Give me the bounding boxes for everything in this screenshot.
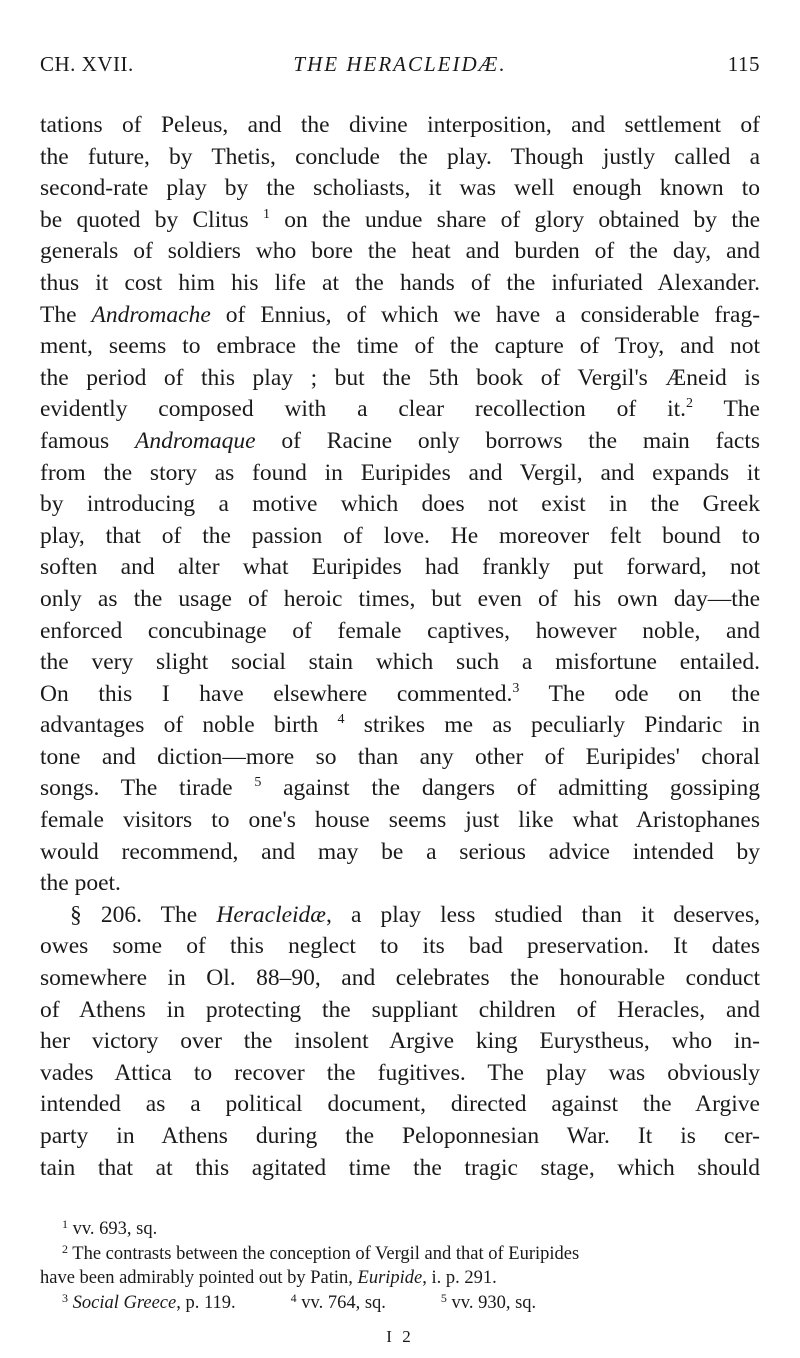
text-line: advantages of noble birth $^4$ strikes me as peculiarly Pindaric in (40, 712, 761, 739)
text-line: would recommend, and may be a serious advice intended by (40, 838, 760, 865)
work-title: Andromaque (135, 427, 256, 454)
text-line: ment, seems to embrace the time of the capture of Troy, and not (40, 333, 760, 360)
text-line: tone and diction—more so than any other of Euripides' choral (40, 743, 760, 770)
text-line: On this I have elsewhere commented.$^3$ The ode on the (40, 680, 760, 707)
text-line: thus it cost him his life at the hands of the infuriated Alexander. (40, 269, 760, 296)
running-title: THE HERACLEIDÆ. (293, 52, 507, 76)
signature-mark: I 2 (386, 1327, 414, 1346)
text-line: the future, by Thetis, conclude the play. Though justly called a (40, 143, 760, 170)
text-line: vades Attica to recover the fugitives. The play was obviously (40, 1059, 760, 1086)
footnote-4: $^4$ vv. 764, sq. (290, 1290, 386, 1313)
text-line: famous Andromaque of Racine only borrows the main facts (40, 427, 760, 454)
body-text (40, 110, 760, 1184)
text-line: of Athens in protecting the suppliant children of Heracles, and (40, 996, 760, 1023)
footnote-3-5 (40, 1291, 760, 1316)
footnote-5: $^5$ vv. 930, sq. (440, 1290, 537, 1313)
footnote-2: $^2$ The contrasts between the conception of Vergil and that of Euripides (62, 1241, 580, 1264)
footnote-ref: 2 (686, 396, 694, 412)
text-line: songs. The tirade $^5$ against the dangers of admitting gossiping (40, 775, 760, 802)
chapter-label: CH. XVII. (40, 52, 134, 76)
text-line: by introducing a motive which does not exist in the Greek (40, 491, 760, 518)
text-line: her victory over the insolent Argive king Eurystheus, who in- (40, 1028, 760, 1055)
text-line: the very slight social stain which such a misfortune entailed. (40, 649, 760, 676)
text-line: only as the usage of heroic times, but even of his own day—the (40, 585, 760, 612)
section-start-line: § 206. The Heracleidæ, a play less studied than it deserves, (70, 901, 760, 928)
text-line: party in Athens during the Peloponnesian War. It is cer- (40, 1123, 760, 1149)
footnote-1: $^1$ vv. 693, sq. (62, 1217, 158, 1239)
work-title: Andromache (91, 301, 211, 328)
text-line: generals of soldiers who bore the heat and burden of the day, and (40, 238, 760, 265)
text-line: intended as a political document, directed against the Argive (40, 1091, 760, 1118)
text-line: second-rate play by the scholiasts, it was well enough known to (40, 175, 760, 202)
text-line: owes some of this neglect to its bad preservation. It dates (40, 933, 760, 960)
text-line: female visitors to one's house seems just like what Aristophanes (40, 807, 760, 834)
text-line: play, that of the passion of love. He moreover felt bound to (40, 522, 760, 549)
text-line: enforced concubinage of female captives, however noble, and (40, 617, 760, 644)
footnote-ref: 4 (337, 712, 345, 728)
text-line: from the story as found in Euripides and Vergil, and expands it (40, 459, 760, 486)
text-line: tain that at this agitated time the tragic stage, which should (40, 1154, 760, 1181)
page-number: 115 (727, 52, 760, 76)
footnote-ref: 5 (254, 775, 262, 791)
text-line: the period of this play ; but the 5th book of Vergil's Æneid is (40, 364, 760, 391)
work-title: Heracleidæ (216, 901, 326, 928)
footnote-3: $^3$ Social Greece, p. 119. (62, 1290, 236, 1313)
text-line: be quoted by Clitus $^1$ on the undue share of glory obtained by the (40, 206, 761, 233)
text-line: evidently composed with a clear recollection of it.$^2$ The (40, 396, 760, 423)
footnote-ref: 3 (512, 680, 520, 696)
footnote-2-continued: have been admirably pointed out by Patin, Euripide, i. p. 291. (40, 1268, 497, 1288)
footnote-ref: 1 (262, 206, 270, 222)
text-line: the poet. (40, 870, 121, 897)
footnotes (40, 1217, 760, 1315)
text-line: somewhere in Ol. 88–90, and celebrates the honourable conduct (40, 965, 760, 992)
text-line: tations of Peleus, and the divine interposition, and settlement of (40, 112, 760, 138)
text-line: The Andromache of Ennius, of which we have a considerable frag- (40, 301, 761, 328)
running-header (40, 52, 760, 84)
text-line: soften and alter what Euripides had frankly put forward, not (40, 554, 760, 581)
